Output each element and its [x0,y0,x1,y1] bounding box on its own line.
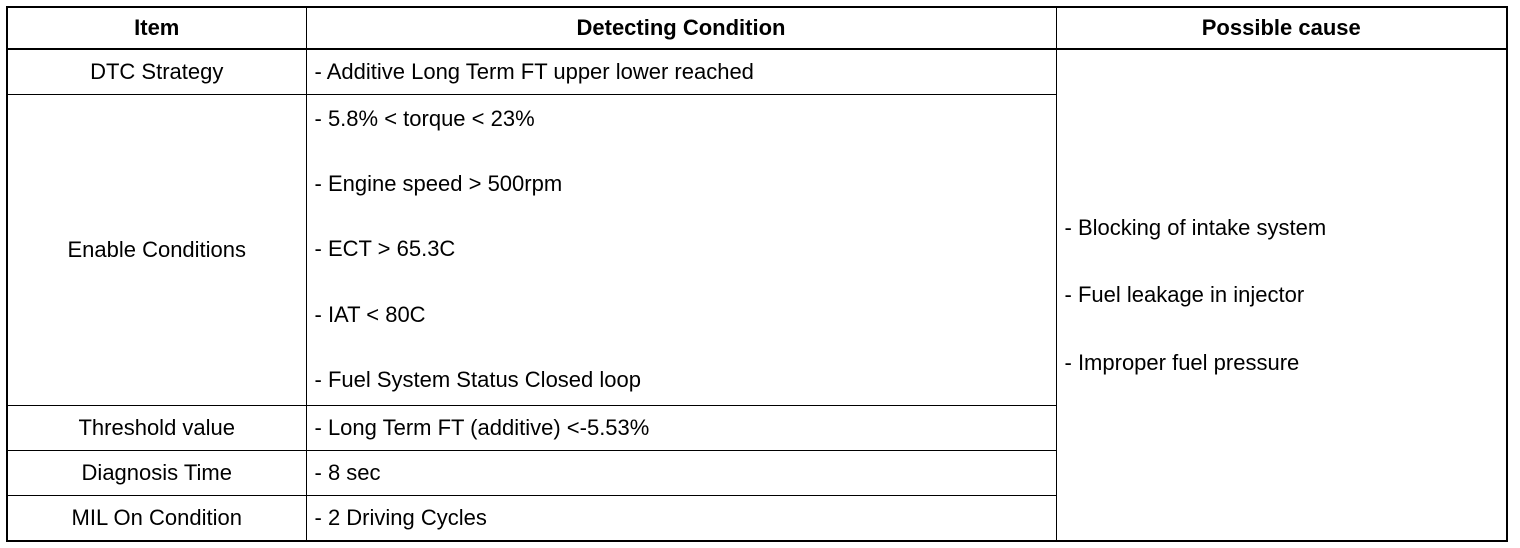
condition-cell [306,49,1056,95]
condition-line: - 8 sec [314,460,381,486]
condition-cell [306,496,1056,542]
condition-cell [306,451,1056,496]
condition-list [315,102,1048,398]
header-item: Item [7,7,306,49]
item-cell: Threshold value [7,406,306,451]
header-row [7,7,1507,49]
header-possible-cause: Possible cause [1056,7,1507,49]
condition-line: - Long Term FT (additive) <-5.53% [314,415,650,441]
cause-line: - Blocking of intake system [1064,215,1327,240]
item-cell: Diagnosis Time [7,451,306,496]
condition-line: - ECT > 65.3C [314,236,456,262]
condition-cell [306,95,1056,406]
condition-line: - IAT < 80C [314,301,426,327]
cause-line: - Fuel leakage in injector [1064,282,1305,308]
item-cell: DTC Strategy [7,49,306,95]
header-detecting-condition: Detecting Condition [306,7,1056,49]
item-cell: MIL On Condition [7,496,306,542]
condition-line: - 5.8% < torque < 23% [314,106,535,131]
item-cell: Enable Conditions [7,95,306,406]
diagnostic-spec-table [6,6,1508,542]
possible-cause-list [1065,215,1499,375]
possible-cause-cell [1056,49,1507,541]
condition-line: - Engine speed > 500rpm [314,171,563,197]
condition-line: - 2 Driving Cycles [314,505,487,531]
condition-cell [306,406,1056,451]
cause-line: - Improper fuel pressure [1064,349,1300,375]
table-row [7,49,1507,95]
condition-line: - Fuel System Status Closed loop [314,366,641,392]
condition-line: - Additive Long Term FT upper lower reached [314,59,754,85]
